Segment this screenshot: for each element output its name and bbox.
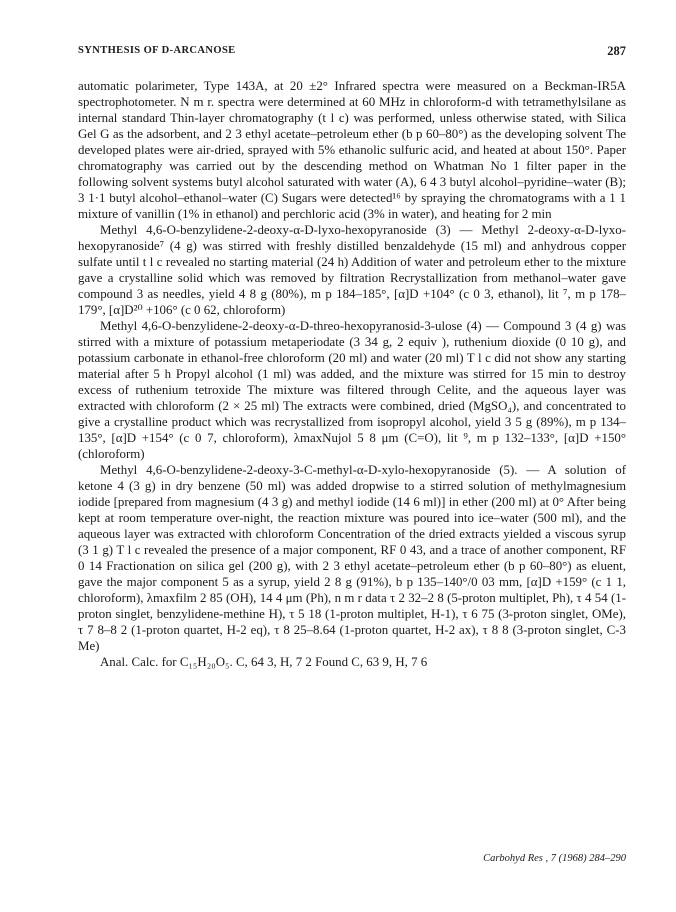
paragraph-methods: automatic polarimeter, Type 143A, at 20 ±2° Infrared spectra were measured on a Beckman-IR5A spectrophotometer. N m r. spectra were determined at 60 MHz in chloroform-d with tetramethylsilane as internal standard Thin-layer chromatography (t l c) was performed, unless otherwise stated, with Silica Gel G as the adsorbent, and 2 3 ethyl acetate–petroleum ether (b p 60–80°) as the developing solvent The developed plates were air-dried, sprayed with 5% ethanolic sulfuric acid, and heated at about 150°. Paper chromatography was carried out by the descending method on Whatman No 1 filter paper in the following solvent systems butyl alcohol saturated with water (A), 6 4 3 butyl alcohol–pyridine–water (B); 3 1·1 butyl alcohol–ethanol–water (C) Sugars were detected¹⁶ by spraying the chromatograms with a 1 1 mixture of vanillin (1% in ethanol) and perchloric acid (3% in water), and heating for 2 min (78, 79, 626, 221)
page-header (78, 45, 626, 61)
paragraph-compound-4: Methyl 4,6-O-benzylidene-2-deoxy-α-D-threo-hexopyranosid-3-ulose (4) — Compound 3 (4 g) was stirred with a mixture of potassium metaperiodate (3 34 g, 2 equiv ), ruthenium dioxide (0 10 g), and potassium carbonate in ethanol-free chloroform (20 ml) and water (20 ml) T l c did not show any starting material after 5 h Propyl alcohol (1 ml) was added, and the mixture was stirred for 15 min to destroy excess of ruthenium tetroxide The mixture was filtered through Celite, and the aqueous layer was extracted with chloroform (2 × 25 ml) The extracts were combined, dried (MgSO₄), and concentrated to give a crystalline product which was recrystallized from isopropyl alcohol, yield 3 5 g (89%), m p 134–135°, [α]D +154° (c 0 7, chloroform), λmaxNujol 5 8 μm (C=O), lit ⁹, m p 132–133°, [α]D +150° (chloroform) (78, 319, 626, 461)
page-number: 287 (607, 44, 626, 58)
journal-citation: Carbohyd Res , 7 (1968) 284–290 (483, 853, 626, 864)
paragraph-compound-5: Methyl 4,6-O-benzylidene-2-deoxy-3-C-methyl-α-D-xylo-hexopyranoside (5). — A solution of ketone 4 (3 g) in dry benzene (50 ml) was added dropwise to a stirred solution of methylmagnesium iodide [prepared from magnesium (4 3 g) and methyl iodide (14 6 ml)] in ether (200 ml) at 0° After being kept at room temperature over-night, the reaction mixture was poured into ice–water (500 ml), and the aqueous layer was extracted with chloroform Concentration of the dried extracts yielded a viscous syrup (3 1 g) T l c revealed the presence of a major component, RF 0 43, and a trace of another component, RF 0 14 Fractionation on silica gel (200 g), with 2 3 ethyl acetate–petroleum ether (b p 60–80°) as eluent, gave the major component 5 as a syrup, yield 2 8 g (91%), b p 135–140°/0 03 mm, [α]D +159° (c 1 1, chloroform), λmaxfilm 2 85 (OH), 14 4 μm (Ph), n m r data τ 2 32–2 8 (5-proton multiplet, Ph), τ 4 54 (1-proton singlet, benzylidene-methine H), τ 5 18 (1-proton multiplet, H-1), τ 6 75 (3-proton singlet, OMe), τ 7 8–8 2 (1-proton quartet, H-2 eq), τ 8 25–8.64 (1-proton quartet, H-2 ax), τ 8 8 (3-proton singlet, C-3 Me) (78, 463, 626, 653)
paragraph-compound-3: Methyl 4,6-O-benzylidene-2-deoxy-α-D-lyxo-hexopyranoside (3) — Methyl 2-deoxy-α-D-lyxo-hexopyranoside⁷ (4 g) was stirred with freshly distilled benzaldehyde (15 ml) and anhydrous copper sulfate until t l c revealed no starting material (24 h) Addition of water and petroleum ether to the mixture gave a crystalline solid which was removed by filtration Recrystallization from methanol–water gave compound 3 as needles, yield 4 8 g (80%), m p 184–185°, [α]D +104° (c 0 3, ethanol), lit ⁷, m p 178–179°, [α]D²⁰ +106° (c 0 62, chloroform) (78, 223, 626, 317)
paragraph-analysis: Anal. Calc. for C₁₅H₂₀O₅. C, 64 3, H, 7 2 Found C, 63 9, H, 7 6 (100, 655, 428, 669)
article-body (78, 78, 626, 670)
running-title: SYNTHESIS OF D-ARCANOSE (78, 45, 236, 56)
